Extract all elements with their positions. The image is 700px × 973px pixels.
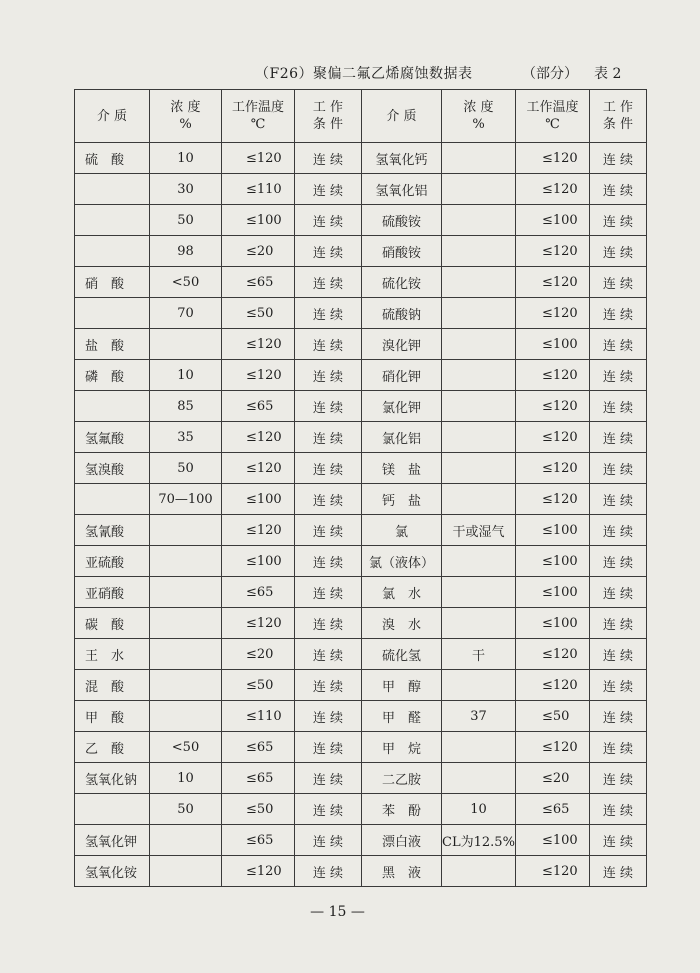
table-cell: ≤50	[516, 701, 590, 732]
table-cell: 连 续	[295, 577, 362, 608]
table-cell: ≤50	[222, 670, 295, 701]
table-cell: 连 续	[590, 515, 647, 546]
table-cell: ≤120	[222, 422, 295, 453]
table-cell: ≤120	[222, 360, 295, 391]
column-header	[442, 90, 516, 143]
table-row	[75, 701, 647, 732]
table-cell	[75, 391, 150, 422]
table-row	[75, 484, 647, 515]
table-cell: 连 续	[590, 143, 647, 174]
column-header-line: ℃	[250, 117, 266, 132]
table-cell: 连 续	[590, 391, 647, 422]
table-cell	[442, 670, 516, 701]
table-cell: 连 续	[295, 360, 362, 391]
table-cell: ≤120	[516, 670, 590, 701]
table-row	[75, 794, 647, 825]
table-cell: ≤120	[516, 236, 590, 267]
table-cell	[150, 608, 222, 639]
table-cell: 连 续	[590, 484, 647, 515]
table-cell: 连 续	[295, 670, 362, 701]
table-cell: 连 续	[295, 701, 362, 732]
table-row	[75, 639, 647, 670]
table-cell	[150, 546, 222, 577]
table-cell: ≤120	[516, 639, 590, 670]
table-row	[75, 856, 647, 887]
table-header	[75, 90, 647, 143]
column-header	[516, 90, 590, 143]
table-cell: 连 续	[590, 732, 647, 763]
table-cell: ≤20	[222, 639, 295, 670]
table-cell: 连 续	[590, 360, 647, 391]
table-cell: 连 续	[590, 639, 647, 670]
table-cell: 干或湿气	[442, 515, 516, 546]
table-cell: 70	[150, 298, 222, 329]
table-cell: 镁 盐	[362, 453, 442, 484]
table-cell: 连 续	[590, 670, 647, 701]
table-cell	[442, 236, 516, 267]
table-cell: 氢氟酸	[75, 422, 150, 453]
column-header	[295, 90, 362, 143]
table-cell: 硫酸钠	[362, 298, 442, 329]
table-cell: ≤100	[222, 205, 295, 236]
table-cell	[150, 701, 222, 732]
table-cell	[442, 205, 516, 236]
table-cell: ≤100	[516, 825, 590, 856]
column-header	[75, 90, 150, 143]
table-row	[75, 298, 647, 329]
table-cell: 30	[150, 174, 222, 205]
table-cell: ≤120	[516, 856, 590, 887]
table-cell: ≤100	[222, 484, 295, 515]
column-header-line: 介 质	[96, 108, 128, 124]
table-cell	[150, 825, 222, 856]
table-cell: 混 酸	[75, 670, 150, 701]
table-cell: ≤120	[222, 856, 295, 887]
column-header-line: 条 件	[602, 117, 634, 132]
table-cell: ≤120	[516, 484, 590, 515]
table-cell: ≤65	[222, 577, 295, 608]
table-cell: ≤100	[516, 515, 590, 546]
table-cell: ≤120	[516, 422, 590, 453]
page-number: — 15 —	[310, 904, 365, 920]
table-cell: 甲 酸	[75, 701, 150, 732]
table-cell: ≤120	[516, 453, 590, 484]
table-cell: 氢氧化钙	[362, 143, 442, 174]
table-cell	[442, 732, 516, 763]
table-number: 表 2	[594, 66, 622, 82]
table-cell: 连 续	[295, 515, 362, 546]
table-cell: 连 续	[295, 422, 362, 453]
table-cell: 硝化钾	[362, 360, 442, 391]
table-cell: ≤110	[222, 174, 295, 205]
table-cell	[75, 174, 150, 205]
table-cell: 连 续	[295, 298, 362, 329]
table-cell	[442, 329, 516, 360]
table-cell: ≤110	[222, 701, 295, 732]
table-cell: 50	[150, 794, 222, 825]
table-cell: ≤50	[222, 298, 295, 329]
table-cell: 盐 酸	[75, 329, 150, 360]
table-cell: 70—100	[150, 484, 222, 515]
table-cell: ≤65	[222, 267, 295, 298]
table-cell: 50	[150, 205, 222, 236]
table-cell: 连 续	[295, 763, 362, 794]
table-row	[75, 422, 647, 453]
table-cell: 连 续	[295, 329, 362, 360]
table-cell: ≤65	[222, 732, 295, 763]
table-cell: ≤65	[222, 763, 295, 794]
column-header-line: 工 作	[602, 100, 634, 115]
column-header-line: 条 件	[312, 117, 344, 132]
table-cell: ≤65	[222, 391, 295, 422]
table-cell: 连 续	[590, 856, 647, 887]
table-cell: 连 续	[590, 174, 647, 205]
table-cell: ≤100	[516, 577, 590, 608]
column-header-line: 介 质	[386, 108, 417, 124]
table-cell: CL为12.5%	[442, 825, 516, 856]
page-part-label: （部分）	[522, 66, 578, 82]
table-row	[75, 670, 647, 701]
table-cell	[442, 546, 516, 577]
column-header-line: ℃	[545, 117, 560, 132]
table-cell: 50	[150, 453, 222, 484]
table-cell	[442, 856, 516, 887]
table-cell	[75, 484, 150, 515]
table-row	[75, 236, 647, 267]
table-cell: 苯 酚	[362, 794, 442, 825]
column-header-line: 工作温度	[231, 100, 284, 115]
table-cell: ≤100	[222, 546, 295, 577]
table-cell: 连 续	[295, 608, 362, 639]
table-cell: 硫 酸	[75, 143, 150, 174]
column-header	[362, 90, 442, 143]
table-cell: ≤120	[516, 360, 590, 391]
table-cell: 连 续	[590, 267, 647, 298]
table-cell: ≤65	[516, 794, 590, 825]
table-cell: 连 续	[295, 453, 362, 484]
table-cell: 氯	[362, 515, 442, 546]
table-cell: 乙 酸	[75, 732, 150, 763]
table-cell: 氢氰酸	[75, 515, 150, 546]
table-row	[75, 825, 647, 856]
table-cell	[150, 639, 222, 670]
table-cell: 氢氧化钾	[75, 825, 150, 856]
table-cell: 磷 酸	[75, 360, 150, 391]
table-cell: 甲 醛	[362, 701, 442, 732]
table-row	[75, 577, 647, 608]
table-cell: ≤120	[222, 329, 295, 360]
table-cell	[442, 391, 516, 422]
table-cell: 甲 烷	[362, 732, 442, 763]
table-cell: 硫酸铵	[362, 205, 442, 236]
table-cell: 85	[150, 391, 222, 422]
table-cell: 氯（液体）	[362, 546, 442, 577]
table-cell	[442, 360, 516, 391]
table-row	[75, 608, 647, 639]
table-cell: 35	[150, 422, 222, 453]
table-cell: ≤120	[516, 267, 590, 298]
table-row	[75, 329, 647, 360]
table-cell: 氢溴酸	[75, 453, 150, 484]
table-cell	[442, 298, 516, 329]
table-row	[75, 143, 647, 174]
table-cell	[150, 670, 222, 701]
table-cell: ≤20	[222, 236, 295, 267]
table-cell	[75, 794, 150, 825]
table-cell: 连 续	[295, 732, 362, 763]
table-cell: 氢氧化铵	[75, 856, 150, 887]
table-cell: 连 续	[590, 422, 647, 453]
table-cell: 硫化铵	[362, 267, 442, 298]
table-cell: 连 续	[590, 298, 647, 329]
table-cell: ≤65	[222, 825, 295, 856]
table-cell	[442, 174, 516, 205]
table-cell: 98	[150, 236, 222, 267]
table-cell	[75, 298, 150, 329]
table-cell	[442, 422, 516, 453]
column-header	[222, 90, 295, 143]
table-cell: 氯 水	[362, 577, 442, 608]
table-cell: <50	[150, 267, 222, 298]
column-header	[590, 90, 647, 143]
table-cell: 溴 水	[362, 608, 442, 639]
table-cell: 漂白液	[362, 825, 442, 856]
table-cell: 黑 液	[362, 856, 442, 887]
table-cell: <50	[150, 732, 222, 763]
table-cell	[150, 577, 222, 608]
table-row	[75, 174, 647, 205]
column-header	[150, 90, 222, 143]
table-cell: 氯化铝	[362, 422, 442, 453]
table-cell: 连 续	[590, 577, 647, 608]
table-cell: 二乙胺	[362, 763, 442, 794]
table-cell	[442, 608, 516, 639]
table-cell: 甲 醇	[362, 670, 442, 701]
table-cell: 10	[442, 794, 516, 825]
table-cell: 连 续	[295, 391, 362, 422]
column-header-line: %	[179, 117, 192, 132]
header-row	[75, 90, 647, 143]
table-cell: 10	[150, 143, 222, 174]
table-cell: 连 续	[590, 236, 647, 267]
table-cell: ≤120	[516, 732, 590, 763]
table-cell: ≤100	[516, 546, 590, 577]
table-cell: 连 续	[590, 763, 647, 794]
table-cell: 亚硫酸	[75, 546, 150, 577]
table-cell: ≤100	[516, 205, 590, 236]
table-cell: 连 续	[590, 205, 647, 236]
table-cell: ≤120	[222, 453, 295, 484]
table-cell: 亚硝酸	[75, 577, 150, 608]
table-cell: 10	[150, 763, 222, 794]
table-cell: ≤120	[222, 515, 295, 546]
table-cell	[442, 763, 516, 794]
table-cell: 连 续	[590, 825, 647, 856]
table-cell: ≤120	[222, 143, 295, 174]
table-row	[75, 453, 647, 484]
table-cell: 连 续	[295, 856, 362, 887]
table-cell	[442, 577, 516, 608]
table-cell: ≤120	[516, 174, 590, 205]
column-header-line: 工作温度	[526, 100, 579, 115]
table-cell: 氢氧化铝	[362, 174, 442, 205]
table-cell	[150, 856, 222, 887]
table-cell: ≤120	[222, 608, 295, 639]
table-cell: ≤20	[516, 763, 590, 794]
table-cell: 37	[442, 701, 516, 732]
table-cell: 连 续	[295, 794, 362, 825]
table-cell	[75, 205, 150, 236]
table-row	[75, 515, 647, 546]
table-row	[75, 763, 647, 794]
table-cell: ≤100	[516, 608, 590, 639]
table-cell	[150, 329, 222, 360]
table-cell: 连 续	[295, 205, 362, 236]
column-header-line: %	[472, 117, 485, 132]
table-cell	[442, 267, 516, 298]
table-cell: 连 续	[295, 484, 362, 515]
column-header-line: 浓 度	[463, 100, 494, 115]
table-cell: 连 续	[295, 143, 362, 174]
table-cell: 硝 酸	[75, 267, 150, 298]
table-cell: 连 续	[295, 825, 362, 856]
table-row	[75, 205, 647, 236]
table-row	[75, 391, 647, 422]
table-cell: 10	[150, 360, 222, 391]
table-cell: 连 续	[295, 267, 362, 298]
column-header-line: 工 作	[312, 100, 344, 115]
table-cell: 连 续	[590, 701, 647, 732]
table-cell: 连 续	[295, 639, 362, 670]
table-cell	[442, 484, 516, 515]
table-cell: 溴化钾	[362, 329, 442, 360]
table-cell: 钙 盐	[362, 484, 442, 515]
table-row	[75, 732, 647, 763]
table-cell: 连 续	[590, 794, 647, 825]
table-cell: 硫化氢	[362, 639, 442, 670]
table-cell: ≤120	[516, 143, 590, 174]
table-cell: 连 续	[590, 329, 647, 360]
table-cell: ≤50	[222, 794, 295, 825]
table-cell: ≤120	[516, 298, 590, 329]
table-cell: 连 续	[295, 546, 362, 577]
table-row	[75, 267, 647, 298]
table-cell: 氢氧化钠	[75, 763, 150, 794]
table-row	[75, 360, 647, 391]
table-cell: 连 续	[590, 608, 647, 639]
table-cell: 连 续	[590, 453, 647, 484]
page-title: （F26）聚偏二氟乙烯腐蚀数据表	[255, 66, 473, 82]
table-cell	[75, 236, 150, 267]
table-cell: 硝酸铵	[362, 236, 442, 267]
table-cell: 氯化钾	[362, 391, 442, 422]
corrosion-data-table	[74, 89, 647, 887]
table-cell: 王 水	[75, 639, 150, 670]
table-cell	[442, 143, 516, 174]
table-cell: 干	[442, 639, 516, 670]
table-body	[75, 143, 647, 887]
table-cell	[442, 453, 516, 484]
table-cell: ≤100	[516, 329, 590, 360]
table-cell: 连 续	[295, 174, 362, 205]
table-row	[75, 546, 647, 577]
table-cell: 连 续	[590, 546, 647, 577]
column-header-line: 浓 度	[170, 100, 201, 115]
table-cell: 碳 酸	[75, 608, 150, 639]
table-cell: 连 续	[295, 236, 362, 267]
table-cell	[150, 515, 222, 546]
table-cell: ≤120	[516, 391, 590, 422]
